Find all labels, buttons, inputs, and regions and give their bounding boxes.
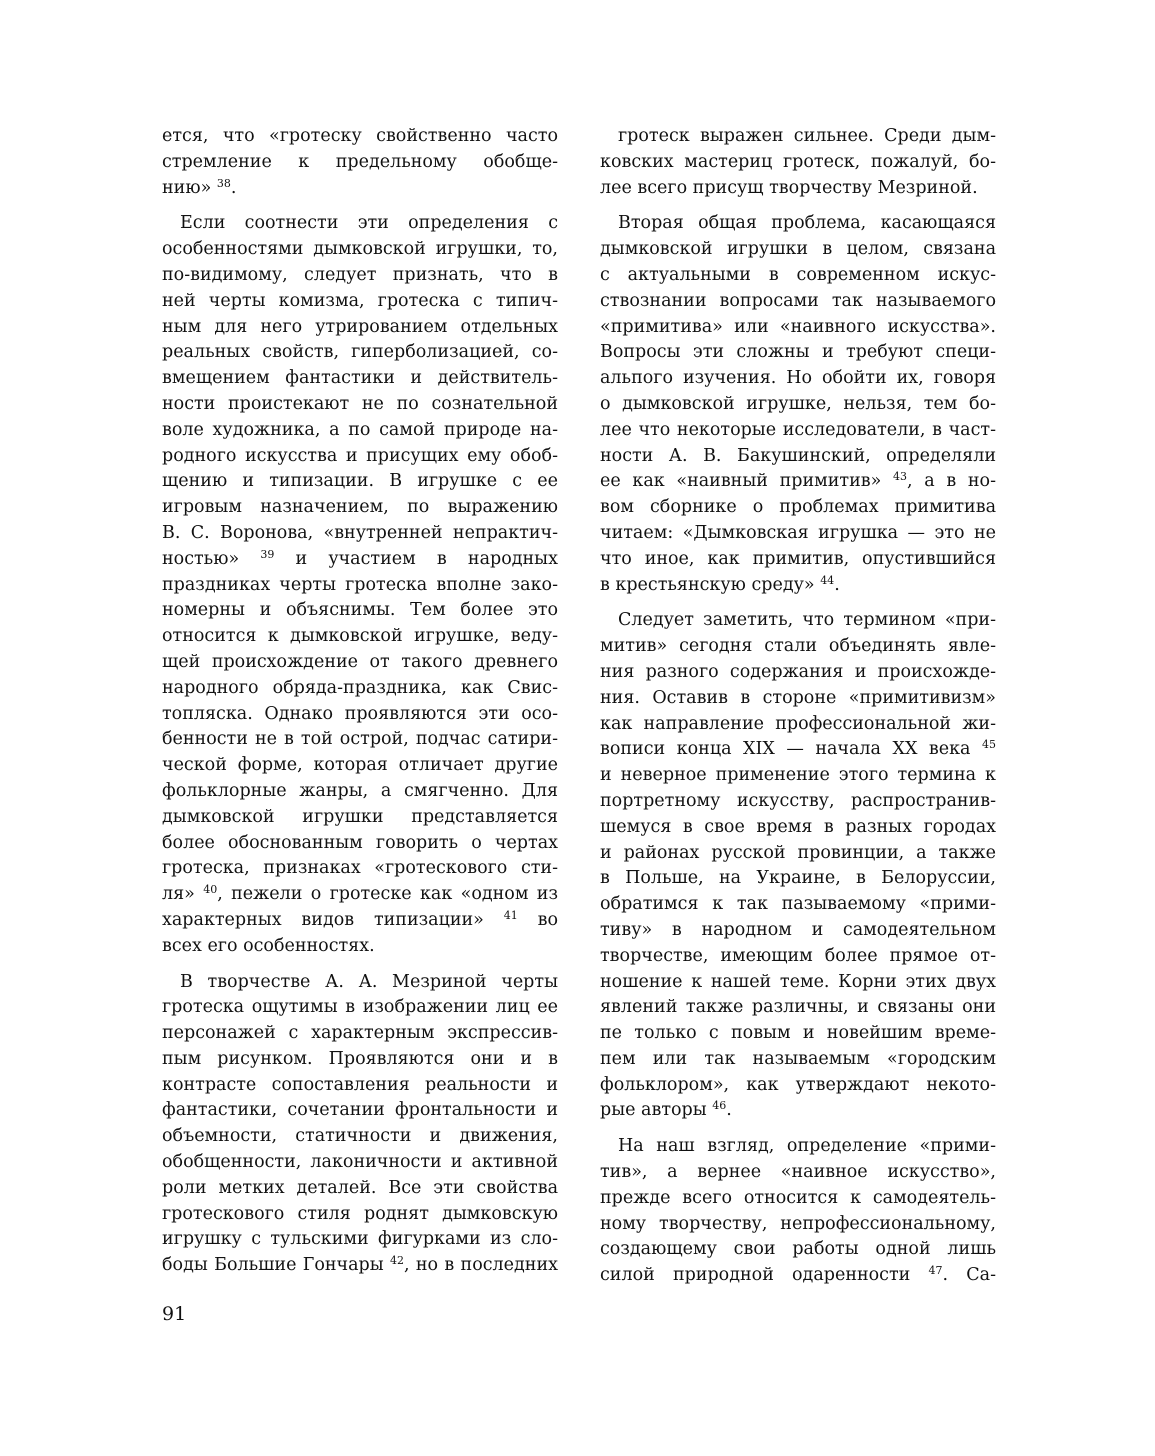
line-text: читаем: «Дымковская игрушка — это не [600, 522, 996, 543]
line-text: что иное, как примитив, опустившийся [600, 548, 996, 569]
text-line [600, 763, 996, 789]
line-text: с актуальными в современном искус- [600, 264, 996, 285]
text-line [600, 392, 996, 418]
line-text: ется, что «гротеску свойственно часто [162, 126, 558, 146]
line-text: Вопросы эти сложны и требуют специ- [600, 342, 996, 363]
text-line [600, 211, 996, 237]
line-text: гротеска ощутимы в изображении лиц ее [162, 997, 558, 1018]
line-text: Вторая общая проблема, касающаяся [618, 213, 996, 234]
text-line [162, 1073, 558, 1099]
line-text: ния. Оставив в стороне «примитивизм» [600, 687, 996, 708]
line-text: по-видимому, следует признать, что в [162, 264, 558, 285]
text-line [162, 469, 558, 495]
line-text: щей происхождение от такого древнего [162, 651, 558, 672]
text-line [162, 150, 558, 176]
text-line [162, 1124, 558, 1150]
line-text: народного обряда-праздника, как Свис- [162, 677, 558, 698]
line-text: ности А. В. Бакушинский, определяли [600, 445, 996, 466]
text-line [162, 340, 558, 366]
line-text: ствознании вопросами так называемого [600, 290, 996, 311]
text-line [600, 315, 996, 341]
line-text: вописи конца XIX — начала XX века [600, 739, 971, 760]
text-line [162, 702, 558, 728]
text-line [162, 1021, 558, 1047]
line-text: относится к дымковской игрушке, веду- [162, 626, 558, 647]
line-text: фантастики, сочетании фронтальности и [162, 1100, 558, 1121]
paragraph-gap [600, 598, 996, 608]
line-text: ности проистекают не по сознательной [162, 393, 558, 414]
line-tail: , но в последних [404, 1255, 558, 1276]
text-line [600, 1237, 996, 1263]
line-text: ностью» [162, 548, 240, 569]
line-text: митив» сегодня стали объединять явле- [600, 636, 996, 657]
line-text: вмещением фантастики и действитель- [162, 368, 558, 389]
text-line [162, 176, 558, 202]
line-text: боды Большие Гончары [162, 1255, 384, 1276]
line-text: Если соотнести эти определения с [180, 213, 558, 234]
text-line [162, 805, 558, 831]
text-line [600, 1073, 996, 1099]
line-text: дымковской игрушки в целом, связана [600, 239, 996, 260]
text-line [600, 737, 996, 763]
line-text: реальных свойств, гиперболизацией, со- [162, 342, 558, 363]
text-line [600, 866, 996, 892]
text-line [600, 469, 996, 495]
line-text: гротеск выражен сильнее. Среди дым- [618, 126, 996, 146]
line-text: гротеска, признаках «гротескового сти- [162, 858, 558, 879]
line-text: ее как «наивный примитив» [600, 471, 882, 492]
line-text: пе только с повым и новейшим време- [600, 1023, 996, 1044]
line-text: гротескового стиля роднят дымковскую [162, 1203, 558, 1224]
text-line [600, 1134, 996, 1160]
line-text: игровым назначением, по выражению [162, 497, 558, 518]
text-line [162, 856, 558, 882]
text-line [162, 1098, 558, 1124]
line-tail: во [517, 909, 558, 930]
text-line [162, 315, 558, 341]
line-text: вом сборнике о проблемах примитива [600, 497, 996, 518]
text-line [162, 970, 558, 996]
line-text: В. С. Воронова, «внутренней непрактич- [162, 522, 558, 543]
footnote-ref: 47 [928, 1264, 943, 1278]
text-line [600, 841, 996, 867]
text-line [600, 1263, 996, 1289]
line-tail: . [726, 1100, 732, 1121]
line-tail: . [230, 177, 237, 198]
text-line [600, 237, 996, 263]
text-line [162, 392, 558, 418]
text-line [600, 124, 996, 150]
text-line [162, 995, 558, 1021]
text-line [600, 1186, 996, 1212]
text-line [600, 495, 996, 521]
line-text: создающему свои работы одной лишь [600, 1239, 996, 1260]
line-text: ней черты комизма, гротеска с типич- [162, 290, 558, 311]
line-tail: . Са- [942, 1265, 996, 1286]
text-line [600, 660, 996, 686]
text-line [162, 598, 558, 624]
line-text: портретному искусству, распространив- [600, 790, 996, 811]
text-line [162, 882, 558, 908]
text-line [162, 547, 558, 573]
text-line [600, 366, 996, 392]
text-line [162, 1047, 558, 1073]
text-line [162, 650, 558, 676]
footnote-ref: 38 [216, 176, 231, 190]
text-line [600, 1021, 996, 1047]
line-text: и районах русской провинции, а также [600, 842, 996, 863]
line-text: объемности, статичности и движения, [162, 1126, 558, 1147]
line-text: особенностями дымковской игрушки, то, [162, 239, 558, 260]
line-text: ческой форме, которая отличает другие [162, 755, 558, 776]
text-line [600, 608, 996, 634]
line-text: роли метких деталей. Все эти свойства [162, 1177, 558, 1198]
text-line [162, 263, 558, 289]
line-text: в Польше, на Украине, в Белоруссии, [600, 868, 996, 889]
line-text: ному творчеству, непрофессиональному, [600, 1213, 996, 1234]
line-tail: . [834, 574, 840, 595]
line-text: лее что некоторые исследователи, в част- [600, 419, 996, 440]
text-line [600, 970, 996, 996]
line-text: шемуся в свое время в разных городах [600, 816, 996, 837]
text-line [600, 521, 996, 547]
text-line [162, 418, 558, 444]
line-text: контрасте сопоставления реальности и [162, 1074, 558, 1095]
text-line [162, 727, 558, 753]
line-text: нию» [162, 177, 212, 198]
text-line [600, 995, 996, 1021]
line-text: ковских мастериц гротеск, пожалуй, бо- [600, 151, 996, 172]
text-line [162, 908, 558, 934]
line-text: творчестве, имеющим более прямое от- [600, 945, 996, 966]
text-line [162, 521, 558, 547]
text-line [162, 676, 558, 702]
footnote-ref: 39 [260, 547, 275, 561]
text-line [600, 444, 996, 470]
paragraph-gap [600, 201, 996, 211]
left-text-column [162, 124, 558, 1279]
line-text: пем или так называемым «городским [600, 1048, 996, 1069]
line-text: характерных видов типизации» [162, 909, 484, 930]
line-text: праздниках черты гротеска вполне зако- [162, 574, 558, 595]
line-text: ношение к нашей теме. Корни этих двух [600, 971, 996, 992]
line-text: «примитива» или «наивного искусства». [600, 316, 996, 337]
text-line [162, 934, 558, 960]
text-line [162, 495, 558, 521]
line-text: обратимся к так пазываемому «прими- [600, 894, 996, 915]
line-tail: , пежели о гротеске как «одном из [217, 884, 558, 905]
line-text: ния разного содержания и происхожде- [600, 661, 996, 682]
text-line [600, 573, 996, 599]
text-line [600, 150, 996, 176]
line-text: персонажей с характерным экспрессив- [162, 1023, 558, 1044]
footnote-ref: 44 [820, 573, 835, 587]
line-text: ным для него утрированием отдельных [162, 316, 558, 337]
line-text: как направление профессиональной жи- [600, 713, 996, 734]
line-text: В творчестве А. А. Мезриной черты [180, 971, 558, 992]
text-line [162, 366, 558, 392]
line-text: стремление к предельному обобще- [162, 151, 558, 172]
text-line [162, 1150, 558, 1176]
footnote-ref: 45 [982, 738, 996, 752]
line-text: игрушку с тульскими фигурками из сло- [162, 1229, 558, 1250]
line-text: родного искусства и присущих ему обоб- [162, 445, 558, 466]
text-line [600, 789, 996, 815]
line-text: всех его особенностях. [162, 935, 375, 956]
line-text: топляска. Однако проявляются эти осо- [162, 703, 558, 724]
text-line [600, 1098, 996, 1124]
footnote-ref: 43 [893, 470, 908, 484]
text-line [162, 1253, 558, 1279]
text-line [600, 289, 996, 315]
line-text: силой природной одаренности [600, 1265, 911, 1286]
line-text: фольклорные жанры, а смягченно. Для [162, 780, 558, 801]
text-line [600, 892, 996, 918]
line-text: ля» [162, 884, 195, 905]
line-text: тив», а вернее «наивное искусство», [600, 1162, 996, 1183]
paragraph-gap [162, 201, 558, 211]
text-line [162, 211, 558, 237]
text-line [600, 634, 996, 660]
text-line [162, 444, 558, 470]
text-line [600, 815, 996, 841]
text-line [600, 686, 996, 712]
line-text: дымковской игрушки представляется [162, 806, 558, 827]
line-text: номерны и объяснимы. Тем более это [162, 600, 558, 621]
page-number: 91 [162, 1303, 187, 1325]
text-line [162, 124, 558, 150]
line-tail: и участием в народных [274, 548, 558, 569]
text-line [162, 289, 558, 315]
line-text: Следует заметить, что термином «при- [618, 610, 996, 631]
text-line [162, 1202, 558, 1228]
paragraph-gap [162, 960, 558, 970]
text-line [162, 831, 558, 857]
right-text-column [600, 124, 996, 1289]
line-tail: , а в но- [907, 471, 996, 492]
line-text: явлений также различны, и связаны они [600, 997, 996, 1018]
line-text: обобщенности, лаконичности и активной [162, 1152, 558, 1173]
text-line [600, 340, 996, 366]
line-text: и неверное применение этого термина к [600, 765, 996, 786]
line-text: в крестьянскую среду» [600, 574, 815, 595]
line-text: воле художника, а по самой природе на- [162, 419, 558, 440]
line-text: пым рисунком. Проявляются они и в [162, 1048, 558, 1069]
text-line [600, 944, 996, 970]
text-line [162, 779, 558, 805]
line-text: прежде всего относится к самодеятель- [600, 1187, 996, 1208]
text-line [162, 1176, 558, 1202]
line-text: тиву» в народном и самодеятельном [600, 919, 996, 940]
text-line [600, 1047, 996, 1073]
text-line [162, 237, 558, 263]
text-line [600, 263, 996, 289]
text-line [600, 918, 996, 944]
footnote-ref: 40 [203, 883, 218, 897]
line-text: о дымковской игрушке, нельзя, тем бо- [600, 393, 996, 414]
text-line [162, 1227, 558, 1253]
line-text: альпого изучения. Но обойти их, говоря [600, 368, 996, 389]
line-text: фольклором», как утверждают некото- [600, 1074, 996, 1095]
text-line [600, 1212, 996, 1238]
text-line [600, 1160, 996, 1186]
text-line [600, 176, 996, 202]
text-line [600, 418, 996, 444]
footnote-ref: 46 [712, 1099, 727, 1113]
line-text: бенности не в той острой, подчас сатири- [162, 729, 558, 750]
line-text: щению и типизации. В игрушке с ее [162, 471, 558, 492]
text-line [162, 573, 558, 599]
text-line [162, 624, 558, 650]
text-line [600, 712, 996, 738]
line-text: более обоснованным говорить о чертах [162, 832, 558, 853]
text-line [600, 547, 996, 573]
line-text: лее всего присущ творчеству Мезриной. [600, 177, 978, 198]
footnote-ref: 42 [390, 1254, 404, 1268]
paragraph-gap [600, 1124, 996, 1134]
line-text: рые авторы [600, 1100, 707, 1121]
text-line [162, 753, 558, 779]
line-text: На наш взгляд, определение «прими- [618, 1136, 996, 1157]
footnote-ref: 41 [503, 908, 518, 922]
